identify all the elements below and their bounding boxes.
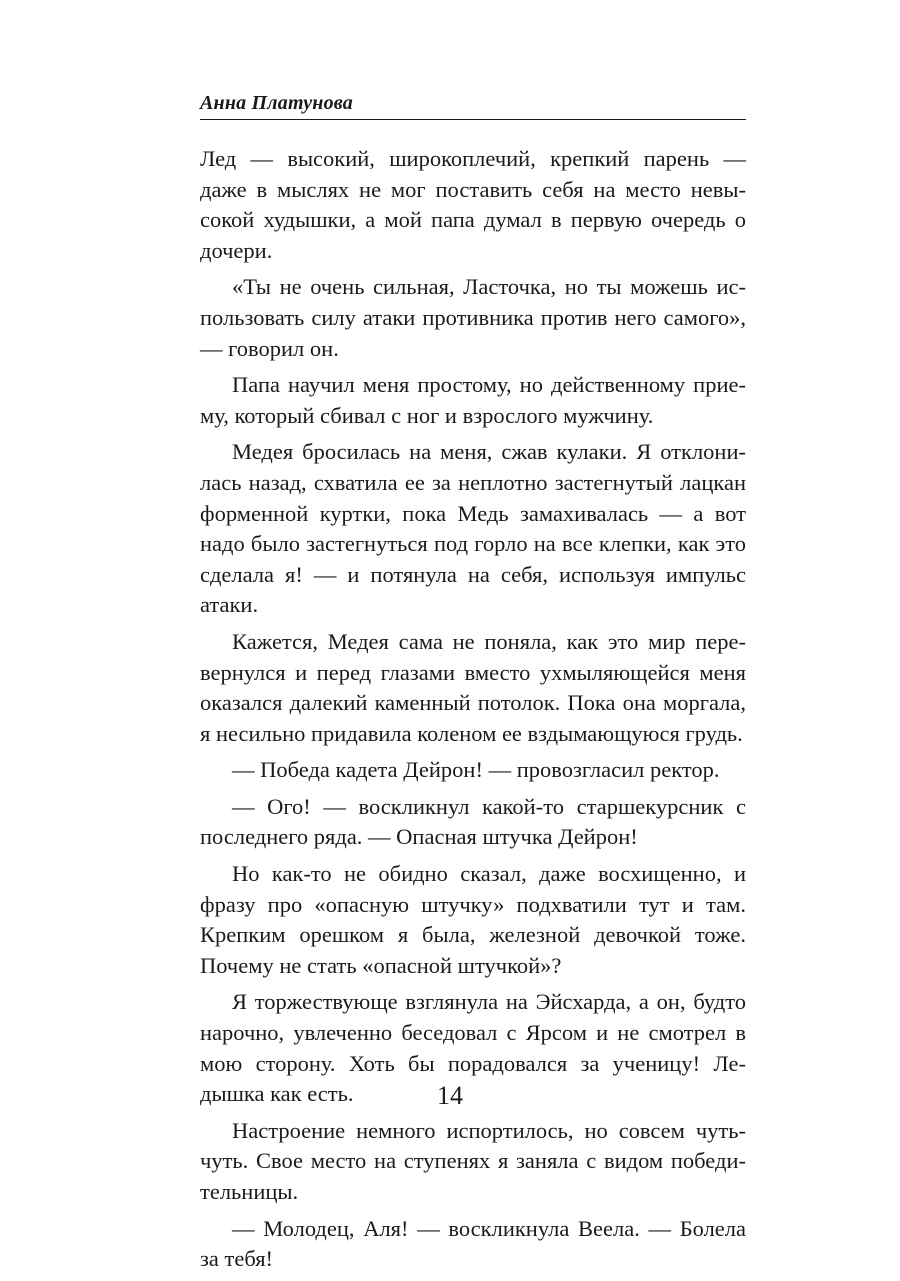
paragraph: Медея бросилась на меня, сжав кулаки. Я отклонилась назад, схватила ее за неплотно застегнутый лацкан форменной куртки, пока Медь замахивалась — а вот надо было застегнуться под горло на все клепки, как это сделала я! — и потянула на себя, используя импульс атаки. [200, 439, 746, 618]
header-rule [200, 119, 746, 120]
paragraph: Настроение немного испортилось, но совсем чуть-чуть. Свое место на ступенях я заняла с видом победительницы. [200, 1117, 746, 1204]
paragraph: Я торжествующе взглянула на Эйсхарда, а он, будто нарочно, увлеченно беседовал с Ярсом и не смотрел в мою сторону. Хоть бы порадовался за ученицу! Ледышка как есть. [200, 989, 746, 1107]
paragraph: «Ты не очень сильная, Ласточка, но ты можешь использовать силу атаки противника против него самого», — говорил он. [200, 274, 746, 361]
paragraph: Папа научил меня простому, но действенному приему, который сбивал с ног и взрослого мужчину. [200, 372, 746, 428]
paragraph: Лед — высокий, широкоплечий, крепкий парень — даже в мыслях не мог поставить себя на место невысокой худышки, а мой папа думал в первую очередь о дочери. [200, 146, 746, 263]
paragraph: — Молодец, Аля! — воскликнула Веела. — Болела за тебя! [200, 1215, 746, 1272]
paragraph: — Победа кадета Дейрон! — провозгласил ректор. [232, 757, 720, 783]
page-number: 14 [437, 1081, 463, 1110]
running-head-author: Анна Платунова [200, 92, 354, 114]
paragraph: Но как-то не обидно сказал, даже восхищенно, и фразу про «опасную штучку» подхватили тут и там. Крепким орешком я была, железной девочкой тоже. Почему не стать «опасной штучкой»? [200, 861, 746, 978]
paragraph: — Ого! — воскликнул какой-то старшекурсник с последнего ряда. — Опасная штучка Дейрон! [200, 793, 746, 850]
paragraph: Кажется, Медея сама не поняла, как это мир перевернулся и перед глазами вместо ухмыляющейся меня оказался далекий каменный потолок. Пока она моргала, я несильно придавила коленом ее вздымающуюся грудь. [200, 628, 746, 746]
